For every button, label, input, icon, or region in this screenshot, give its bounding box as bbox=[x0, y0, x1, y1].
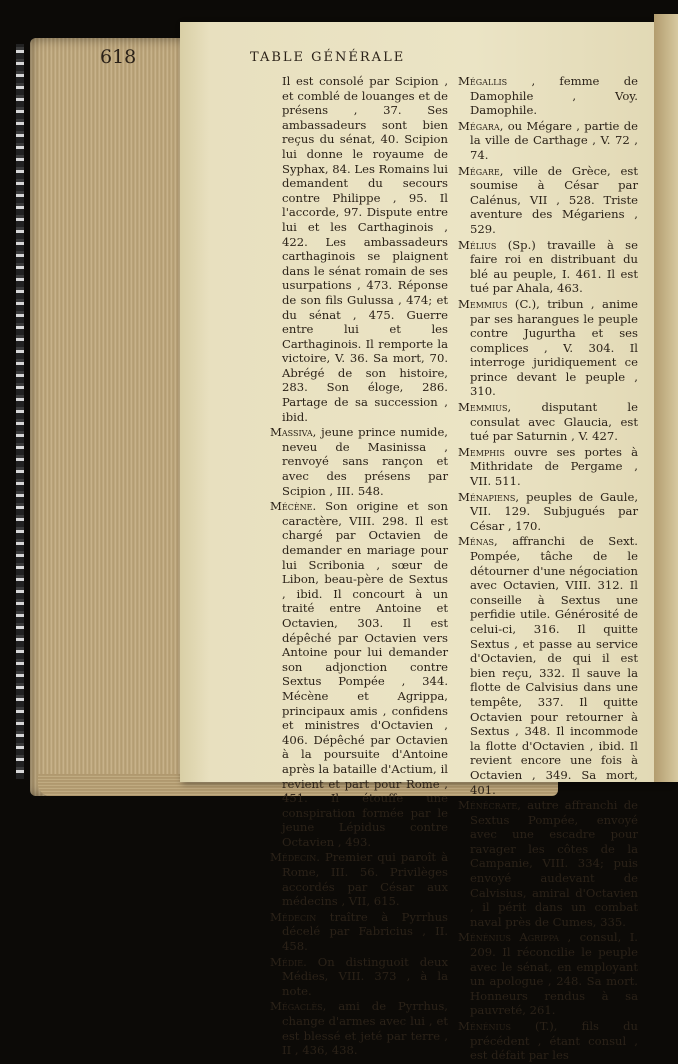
index-headword: Médecin bbox=[270, 850, 317, 865]
index-entry-text: traître à Pyrrhus décelé par Fabricius , II. 458. bbox=[282, 909, 448, 954]
index-entry bbox=[270, 850, 448, 908]
index-headword: Massiva bbox=[270, 425, 313, 440]
book-spine-edge bbox=[16, 44, 24, 779]
index-headword: Ménas bbox=[458, 534, 494, 549]
index-entry bbox=[458, 119, 638, 163]
index-entry bbox=[270, 499, 448, 849]
index-headword: Ménénius Agrippa bbox=[458, 930, 560, 945]
index-entry-text: , consul, I. 209. Il réconcilie le peuple avec le sénat, en employant un apologue , 248. Sa mort. Honneurs rendus à sa pauvreté, 261. bbox=[470, 930, 638, 1018]
index-entry bbox=[458, 1019, 638, 1063]
index-entry-text: . On distinguoit deux Médies, VIII. 373 , à la note. bbox=[282, 954, 448, 998]
index-headword: Mégare bbox=[458, 163, 500, 178]
page-block-edge bbox=[30, 38, 190, 796]
facing-page-edge bbox=[654, 14, 678, 782]
index-entry-text: , autre affranchi de Sextus Pompée, envoyé avec une escadre pour ravager les côtes de la Campanie, VIII. 334; puis envoyé audevant de Calvisius, amiral d'Octavien , il périt dans un combat naval près de Cumes, 335. bbox=[470, 798, 638, 929]
index-entry-text: , jeune prince numide, neveu de Masinissa , renvoyé sans rançon et avec des présens par Scipion , III. 548. bbox=[282, 425, 448, 498]
index-entry-text: , affranchi de Sext. Pompée, tâche de le détourner d'une négociation avec Octavien, VIII. 312. Il conseille à Sextus une perfidie utile. Générosité de celui-ci, 316. Il quitte Sextus , et passe au service d'Octavien, de qui il est bien reçu, 332. Il sauve la flotte de Calvisius dans une tempête, 337. Il quitte Octavien pour retourner à Sextus , 348. Il incommode la flotte d'Octavien , ibid. Il revient encore une fois à Octavien , 349. Sa mort, 401. bbox=[470, 534, 638, 797]
page-number: 618 bbox=[100, 46, 137, 68]
index-entry bbox=[458, 164, 638, 237]
index-headword: Médie bbox=[270, 954, 304, 969]
index-headword: Mégara bbox=[458, 118, 500, 133]
index-entry bbox=[458, 74, 638, 118]
index-entry bbox=[270, 910, 448, 954]
index-headword: Memphis bbox=[458, 444, 505, 459]
index-entry bbox=[458, 400, 638, 444]
index-headword: Mélius bbox=[458, 237, 497, 252]
index-entry-text: . Premier qui paroît à Rome, III. 56. Privilèges accordés par César aux médecins , VII, 615. bbox=[282, 850, 448, 909]
index-column-left bbox=[270, 74, 448, 1059]
index-headword: Mégaclès bbox=[270, 999, 323, 1014]
index-headword: Ménénius bbox=[458, 1019, 511, 1033]
index-entry-text: ouvre ses portes à Mithridate de Pergame , VII. 511. bbox=[470, 444, 638, 489]
index-entry-text: (C.), tribun , anime par ses harangues le peuple contre Jugurtha et ses complices , V. 304. Il interroge juridiquement ce prince devant le peuple , 310. bbox=[470, 296, 638, 399]
index-entry bbox=[270, 955, 448, 999]
index-entry bbox=[458, 297, 638, 399]
index-entry bbox=[458, 534, 638, 797]
index-headword: Mécène bbox=[270, 499, 313, 514]
index-headword: Memmius bbox=[458, 296, 508, 311]
index-entry-text: . Son origine et son caractère, VIII. 298. Il est chargé par Octavien de demander en mariage pour lui Scribonia , sœur de Libon, beau-père de Sextus , ibid. Il concourt à un traité entre Antoine et Octavien, 303. Il est dépêché par Octavien vers Antoine pour lui demander son adjonction contre Sextus Pompée , 344. Mécène et Agrippa, principaux amis , confidens et ministres d'Octavien , 406. Dépêché par Octavien à la poursuite d'Antoine après la bataille d'Actium, il revient et part pour Rome , 451. Il étouffe une conspiration formée par le jeune Lépidus contre Octavien , 493. bbox=[282, 499, 448, 849]
index-entry bbox=[458, 798, 638, 929]
index-entry-text: , ville de Grèce, est soumise à César par Calénus, VII , 528. Triste aventure des Mégariens , 529. bbox=[470, 163, 638, 236]
index-entry bbox=[458, 490, 638, 534]
index-column-right bbox=[458, 74, 638, 1064]
index-entry-text: , disputant le consulat avec Glaucia, est tué par Saturnin , V. 427. bbox=[470, 400, 638, 444]
index-entry bbox=[458, 930, 638, 1018]
index-entry bbox=[270, 999, 448, 1057]
index-entry bbox=[270, 425, 448, 498]
running-title: TABLE GÉNÉRALE bbox=[250, 50, 406, 65]
index-entry-text: , ami de Pyrrhus, change d'armes avec lui , et est blessé et jeté par terre , II , 436, 438. bbox=[282, 999, 448, 1058]
index-headword: Mégallis bbox=[458, 74, 508, 88]
index-headword: Memmius bbox=[458, 400, 508, 415]
index-entry bbox=[270, 74, 448, 424]
index-entry bbox=[458, 445, 638, 489]
index-headword: Ménapiens bbox=[458, 489, 516, 504]
index-entry-text: Il est consolé par Scipion , et comblé de louanges et de présens , 37. Ses ambassadeurs sont bien reçus du sénat, 40. Scipion lui donne le royaume de Syphax, 84. Les Romains lui demandent du secours contre Philippe , 95. Il l'accorde, 97. Dispute entre lui et les Carthaginois , 422. Les ambassadeurs carthaginois se plaignent dans le sénat romain de ses usurpations , 473. Réponse de son fils Gulussa , 474; et du sénat , 475. Guerre entre lui et les Carthaginois. Il remporte la victoire, V. 36. Sa mort, 70. Abrégé de son histoire, 283. Son éloge, 286. Partage de sa succession , ibid. bbox=[282, 74, 448, 424]
index-entry-text: , peuples de Gaule, VII. 129. Subjugués par César , 170. bbox=[470, 489, 638, 533]
index-headword: Médecin bbox=[270, 909, 317, 924]
index-entry-text: (T.), fils du précédent , étant consul , est défait par les bbox=[470, 1019, 638, 1063]
index-entry-text: , ou Mégare , partie de la ville de Carthage , V. 72 , 74. bbox=[470, 118, 638, 162]
index-entry-text: , femme de Damophile , Voy. Damophile. bbox=[470, 74, 638, 118]
index-entry-text: (Sp.) travaille à se faire roi en distribuant du blé au peuple, I. 461. Il est tué par Ahala, 463. bbox=[470, 237, 638, 296]
page-header bbox=[100, 46, 540, 72]
index-entry bbox=[458, 238, 638, 296]
index-headword: Ménécrate bbox=[458, 798, 518, 813]
